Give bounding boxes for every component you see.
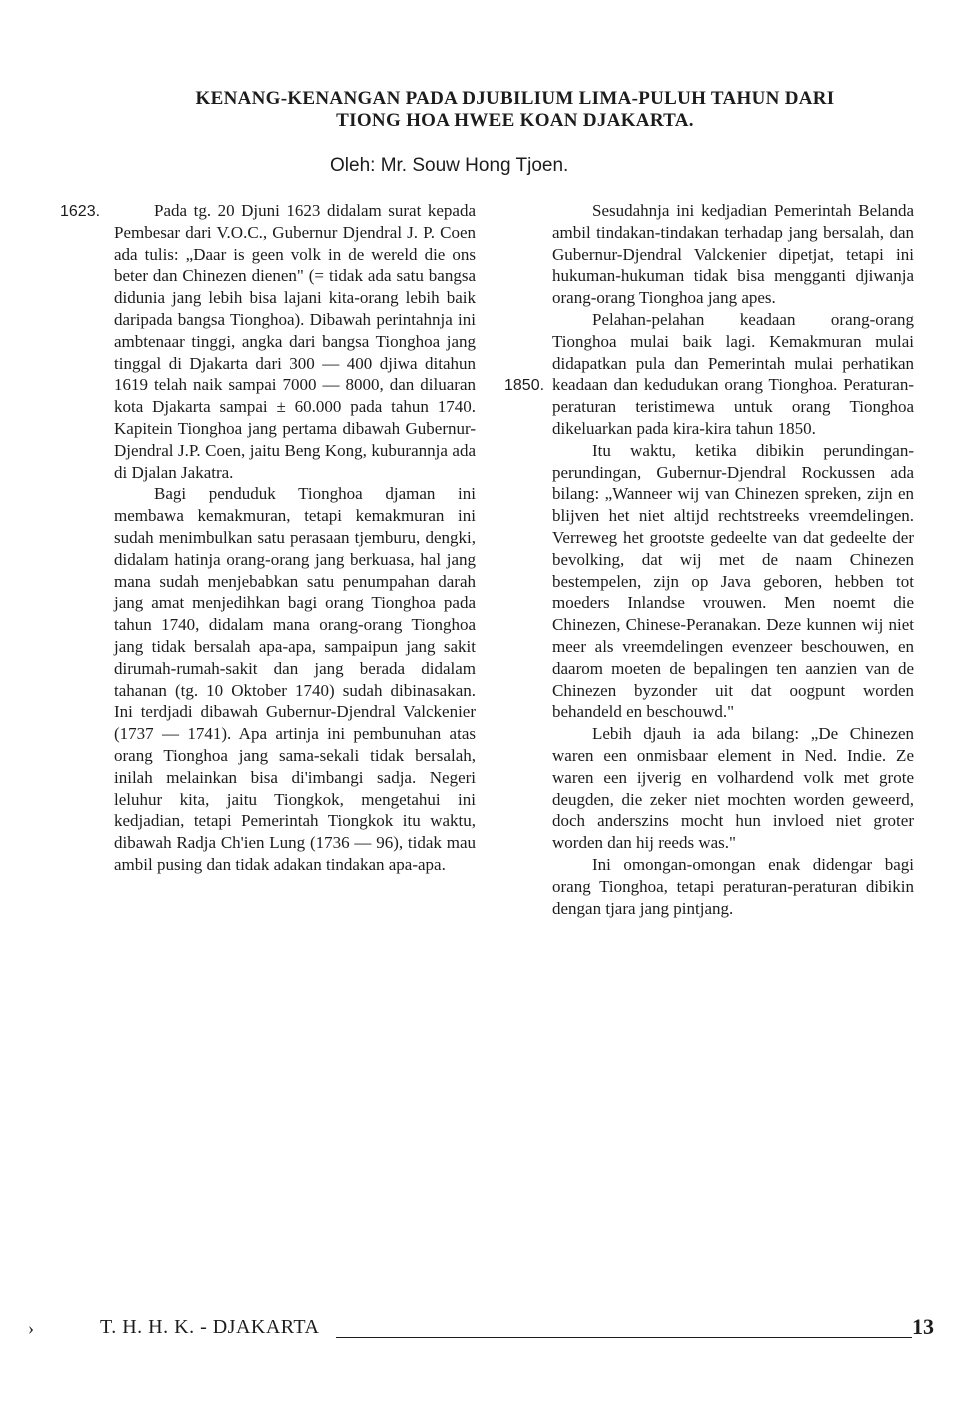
footer-label: T. H. H. K. - DJAKARTA xyxy=(100,1316,320,1338)
right-paragraph-2: Pelahan-pelahan keadaan orang-orang Tionghoa mulai baik lagi. Kemakmuran mulai didapatkan pula dan Pemerintah mulai perhatikan keadaan dan kedudukan orang Tionghoa. Peraturan-peraturan teristimewa untuk orang Tionghoa dikeluarkan pada kira-kira tahun 1850. xyxy=(552,309,914,438)
year-note-1850: 1850. xyxy=(504,377,545,394)
page-footer xyxy=(0,1312,973,1352)
footer-rule xyxy=(336,1337,912,1338)
year-note-1623: 1623. xyxy=(60,203,101,220)
title-line-1: KENANG-KENANGAN PADA DJUBILIUM LIMA-PULUH TAHUN DARI xyxy=(195,88,835,109)
title-line-2: TIONG HOA HWEE KOAN DJAKARTA. xyxy=(336,110,694,131)
left-column xyxy=(114,200,476,876)
author-byline: Oleh: Mr. Souw Hong Tjoen. xyxy=(330,155,569,176)
margin-mark: › xyxy=(28,1318,34,1338)
left-paragraph-1: Pada tg. 20 Djuni 1623 didalam surat kepada Pembesar dari V.O.C., Gubernur Djendral J. P. Coen ada tulis: „Daar is geen volk in de wereld die ons beter dan Chinezen dienen" (= tidak ada satu bangsa didunia jang lebih bisa lajani kita-orang lebih baik daripada bangsa Tionghoa). Dibawah perintahnja ini ambtenaar tinggi, angka dari bangsa Tionghoa jang tinggal di Djakarta dari 300 — 400 djiwa ditahun 1619 telah naik sampai 7000 — 8000, dan diluaran kota Djakarta sampai ± 60.000 pada tahun 1740. Kapitein Tionghoa jang pertama dibawah Gubernur-Djendral J.P. Coen, jaitu Beng Kong, kuburannja ada di Djalan Jakatra. xyxy=(114,201,476,482)
page-number: 13 xyxy=(912,1314,934,1339)
right-column xyxy=(552,200,914,919)
right-paragraph-5: Ini omongan-omongan enak didengar bagi orang Tionghoa, tetapi peraturan-peraturan dibikin dengan tjara jang pintjang. xyxy=(552,854,914,918)
left-paragraph-2: Bagi penduduk Tionghoa djaman ini membawa kemakmuran, tetapi kemakmuran ini sudah menimbulkan satu perasaan tjemburu, dengki, didalam hatinja orang-orang jang berkuasa, hal jang mana sudah menjebabkan satu penumpahan darah jang amat menjedihkan bagi orang Tionghoa pada tahun 1740, didalam mana orang-orang Tionghoa jang tidak bersalah apa-apa, sampaipun jang sakit dirumah-rumah-sakit dan jang berada didalam tahanan (tg. 10 Oktober 1740) sudah dibinasakan. Ini terdjadi dibawah Gubernur-Djendral Valckenier (1737 — 1741). Apa artinja ini pembunuhan atas orang Tionghoa jang sama-sekali tidak bersalah, inilah melainkan bisa di'imbangi sadja. Negeri leluhur kita, jaitu Tiongkok, mengetahui ini kedjadian, tetapi Pemerintah Tiongkok itu waktu, dibawah Radja Ch'ien Lung (1736 — 96), tidak mau ambil pusing dan tidak adakan tindakan apa-apa. xyxy=(114,484,476,874)
right-paragraph-1: Sesudahnja ini kedjadian Pemerintah Belanda ambil tindakan-tindakan terhadap jang bersalah, dan Gubernur-Djendral Valckenier dipetjat, tetapi ini hukuman-hukuman tidak bisa mengganti djiwanja orang-orang Tionghoa jang apes. xyxy=(552,201,914,308)
right-paragraph-4: Lebih djauh ia ada bilang: „De Chinezen waren een onmisbaar element in Ned. Indie. Ze waren een ijverig en volhardend volk met grote deugden, die zeker niet mochten worden geweerd, doch anderszins mocht hun invloed niet groter worden dan hij reeds was." xyxy=(552,724,914,853)
right-paragraph-3: Itu waktu, ketika dibikin perundingan-perundingan, Gubernur-Djendral Rockussen ada bilang: „Wanneer wij van Chinezen spreken, zijn en blijven het niet altijd rechtstreeks vreemdelingen. Verreweg het grootste gedeelte van dat gedeelte der bevolking, dat wij met de naam Chinezen bestempelen, zijn op Java geboren, hebben tot moeders Inlandse vrouwen. Men noemt die Chinezen, Chinese-Peranakan. Deze kunnen wij niet meer als vreemdelingen evenzeer beschouwen, en daarom moeten de bepalingen ten aanzien van de Chinezen byzonder uit dat oogpunt worden behandeld en beschouwd." xyxy=(552,440,914,722)
page-title xyxy=(120,88,910,132)
